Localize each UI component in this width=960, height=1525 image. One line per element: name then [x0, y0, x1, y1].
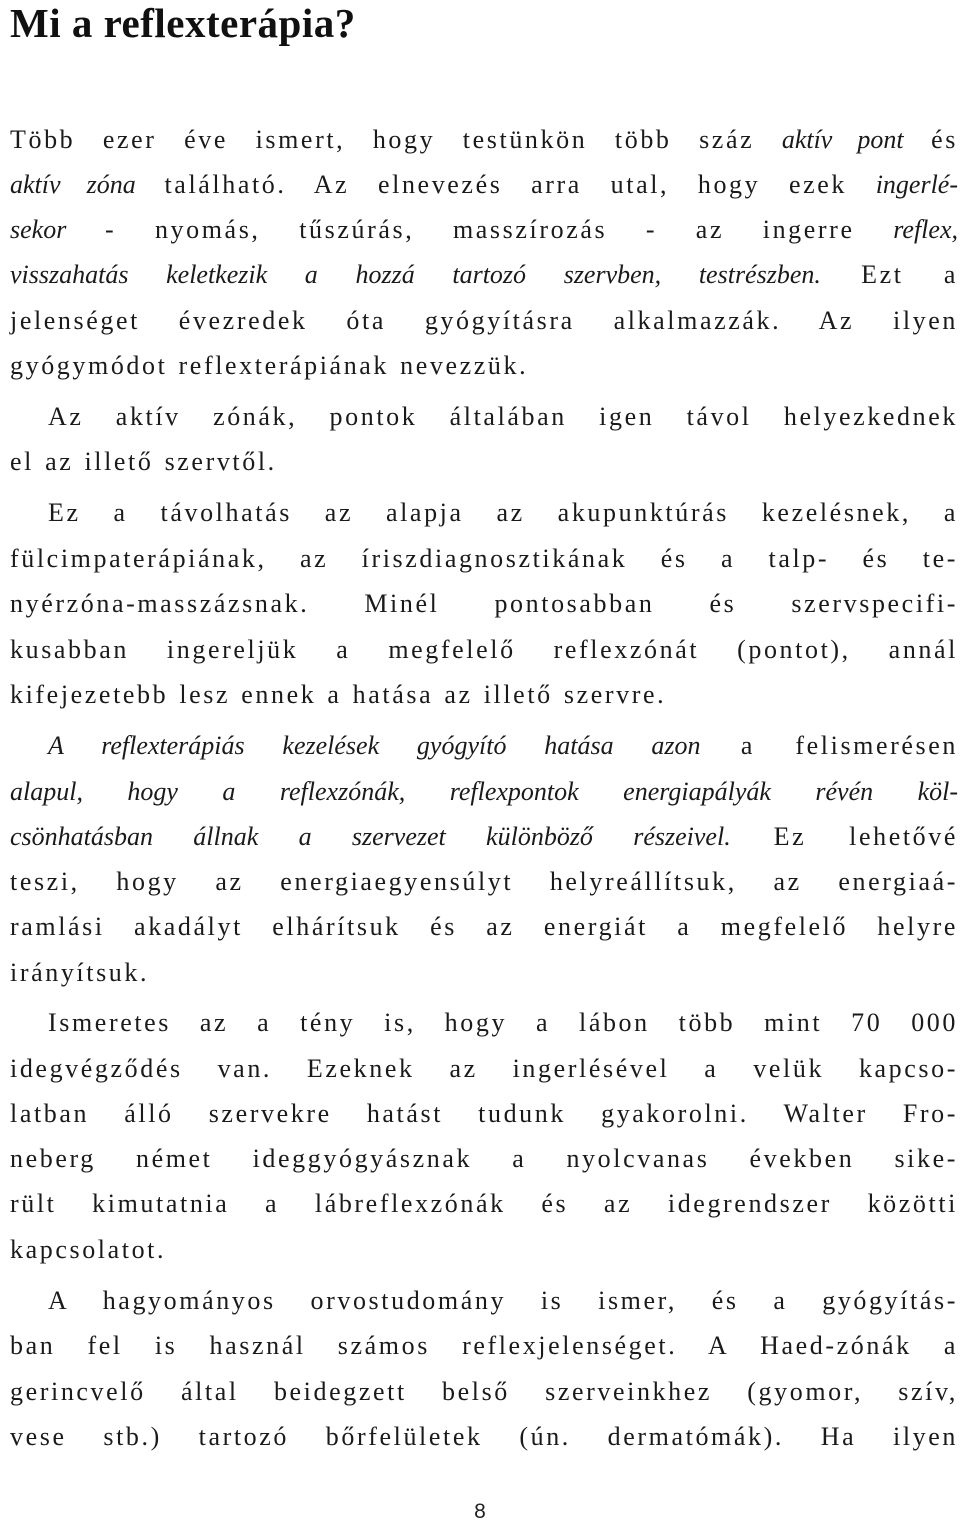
text-line: Ez a távolhatás az alapja az akupunktúrás kezelésnek, a [48, 498, 958, 527]
text-line: irányítsuk. [10, 958, 150, 987]
text-line: fülcimpaterápiának, az íriszdiagnosztikának és a talp- és te- [10, 544, 958, 573]
text-line: Ismeretes az a tény is, hogy a lábon több mint 70 000 [48, 1008, 958, 1037]
text-line: kifejezetebb lesz ennek a hatása az illető szervre. [10, 680, 667, 709]
text-line: teszi, hogy az energiaegyensúlyt helyreállítsuk, az energiaá- [10, 867, 958, 896]
text-line: gerincvelő által beidegzett belső szerveinkhez (gyomor, szív, [10, 1377, 958, 1406]
text-line: aktív zóna található. Az elnevezés arra utal, hogy ezek ingerlé- [10, 170, 958, 199]
text-line: neberg német ideggyógyásznak a nyolcvanas években sike- [10, 1144, 958, 1173]
text-line: rült kimutatnia a lábreflexzónák és az idegrendszer közötti [10, 1189, 958, 1218]
text-line: vese stb.) tartozó bőrfelületek (ún. dermatómák). Ha ilyen [10, 1422, 958, 1451]
text-line: sekor - nyomás, tűszúrás, masszírozás - az ingerre reflex, [10, 215, 958, 244]
text-line: visszahatás keletkezik a hozzá tartozó szervben, testrészben. Ezt a [10, 260, 958, 289]
text-line: kapcsolatot. [10, 1235, 167, 1264]
text-line: ban fel is használ számos reflexjelenséget. A Haed-zónák a [10, 1331, 958, 1360]
page-number: 8 [474, 1500, 486, 1523]
text-line: nyérzóna-masszázsnak. Minél pontosabban és szervspecifi- [10, 589, 958, 618]
text-line: csönhatásban állnak a szervezet különböző részeivel. Ez lehetővé [10, 822, 958, 851]
text-line: A reflexterápiás kezelések gyógyító hatása azon a felismerésen [48, 731, 958, 760]
text-line: ramlási akadályt elhárítsuk és az energiát a megfelelő helyre [10, 912, 958, 941]
page-title: Mi a reflexterápia? [10, 0, 356, 46]
text-line: kusabban ingereljük a megfelelő reflexzónát (pontot), annál [10, 635, 958, 664]
text-line: Az aktív zónák, pontok általában igen távol helyezkednek [48, 402, 958, 431]
text-line: jelenséget évezredek óta gyógyításra alkalmazzák. Az ilyen [10, 306, 958, 335]
text-line: A hagyományos orvostudomány is ismer, és a gyógyítás- [48, 1286, 958, 1315]
text-line: el az illető szervtől. [10, 447, 277, 476]
text-line: alapul, hogy a reflexzónák, reflexpontok energiapályák révén köl- [10, 777, 958, 806]
text-line: Több ezer éve ismert, hogy testünkön több száz aktív pont és [10, 125, 958, 154]
text-line: idegvégződés van. Ezeknek az ingerlésével a velük kapcso- [10, 1054, 958, 1083]
text-line: latban álló szervekre hatást tudunk gyakorolni. Walter Fro- [10, 1099, 958, 1128]
text-line: gyógymódot reflexterápiának nevezzük. [10, 351, 529, 380]
